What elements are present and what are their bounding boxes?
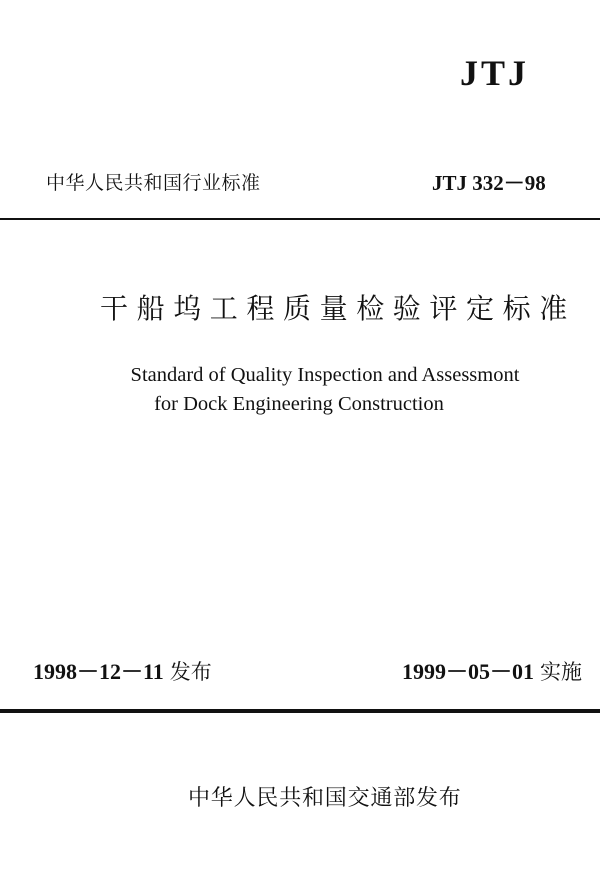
issue-label: 发布 (169, 660, 212, 684)
bottom-divider (0, 709, 600, 713)
effective-label: 实施 (540, 660, 583, 684)
title-english-line1: Standard of Quality Inspection and Assessmont (130, 364, 520, 386)
issue-date-block (33, 655, 212, 686)
issue-date: 1998－12－11 (33, 659, 164, 684)
effective-date-block (402, 655, 582, 686)
industry-standard-label: 中华人民共和国行业标准 (46, 172, 261, 194)
top-divider (0, 218, 600, 220)
title-english-line2: for Dock Engineering Construction (154, 393, 444, 415)
standard-code-mark: JTJ (460, 53, 530, 93)
publisher: 中华人民共和国交通部发布 (188, 786, 462, 811)
title-chinese: 干船坞工程质量检验评定标准 (100, 292, 576, 325)
effective-date: 1999－05－01 (402, 659, 535, 684)
standard-number: JTJ 332－98 (432, 171, 546, 195)
